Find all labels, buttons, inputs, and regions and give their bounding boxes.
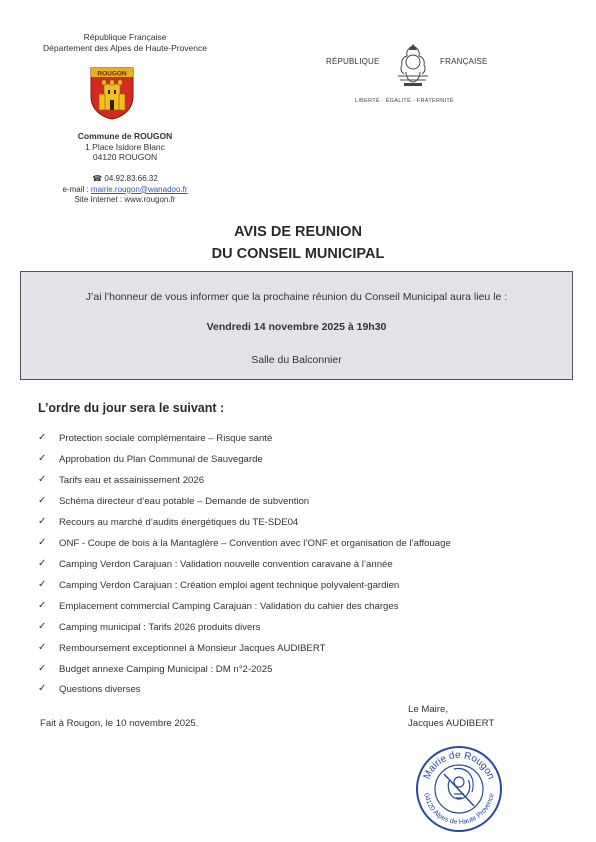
email-link[interactable]: mairie.rougon@wanadoo.fr <box>90 184 188 194</box>
check-icon: ✓ <box>38 495 47 506</box>
letterhead-left <box>20 32 230 54</box>
commune-block <box>20 131 230 163</box>
svg-text:04120 Alpes de Haute Provence: 04120 Alpes de Haute Provence <box>422 792 496 827</box>
contact-block <box>20 174 230 206</box>
check-icon: ✓ <box>38 537 47 548</box>
rf-right-word: FRANÇAISE <box>440 57 488 66</box>
website-text: Site Internet : www.rougon.fr <box>74 195 176 204</box>
check-icon: ✓ <box>38 558 47 569</box>
email-label: e-mail : <box>62 184 89 194</box>
agenda-item-text: Tarifs eau et assainissement 2026 <box>59 475 205 486</box>
signature-block <box>408 703 494 731</box>
svg-text:Mairie de Rougon: Mairie de Rougon <box>421 749 497 782</box>
check-icon: ✓ <box>38 663 47 674</box>
agenda-item-text: Schéma directeur d’eau potable – Demande de subvention <box>59 496 310 507</box>
agenda-item-text: Protection sociale complémentaire – Risque santé <box>59 433 273 444</box>
check-icon: ✓ <box>38 579 47 590</box>
rf-left-word: RÉPUBLIQUE <box>326 57 380 66</box>
phone-text: ☎ 04.92.83.66.32 <box>92 174 158 183</box>
check-icon: ✓ <box>38 432 47 443</box>
agenda-item-text: Emplacement commercial Camping Carajuan : Validation du cahier des charges <box>59 601 399 612</box>
agenda-item-text: Remboursement exceptionnel à Monsieur Jacques AUDIBERT <box>59 643 326 654</box>
mayor-role: Le Maire, <box>408 704 448 715</box>
title-line-2: DU CONSEIL MUNICIPAL <box>211 246 385 262</box>
check-icon: ✓ <box>38 621 47 632</box>
title-line-1: AVIS DE REUNION <box>234 224 362 240</box>
agenda-item-text: Camping Verdon Carajuan : Validation nouvelle convention caravane à l’année <box>59 559 393 570</box>
check-icon: ✓ <box>38 600 47 611</box>
address-line-2: 04120 ROUGON <box>92 152 158 162</box>
mairie-stamp <box>414 744 504 834</box>
check-icon: ✓ <box>38 474 47 485</box>
agenda-item-text: Budget annexe Camping Municipal : DM n°2-2025 <box>59 664 273 675</box>
check-icon: ✓ <box>38 453 47 464</box>
agenda-item-text: ONF - Coupe de bois à la Mantaglère – Convention avec l’ONF et organisation de l’affouage <box>59 538 451 549</box>
republic-text: République Française <box>83 32 167 42</box>
rougon-crest <box>87 66 137 120</box>
notice-box <box>20 271 573 380</box>
agenda-item-text: Camping municipal : Tarifs 2026 produits divers <box>59 622 261 633</box>
mayor-name: Jacques AUDIBERT <box>408 718 495 729</box>
marianne-emblem-icon <box>390 42 436 88</box>
check-icon: ✓ <box>38 683 47 694</box>
check-icon: ✓ <box>38 516 47 527</box>
department-text: Département des Alpes de Haute-Provence <box>43 43 207 53</box>
agenda-item-text: Questions diverses <box>59 684 141 695</box>
agenda-item-text: Camping Verdon Carajuan : Création emploi agent technique polyvalent-gardien <box>59 580 400 591</box>
notice-date: Vendredi 14 novembre 2025 à 19h30 <box>206 321 387 333</box>
agenda-item-text: Recours au marché d’audits énergétiques du TE-SDE04 <box>59 517 299 528</box>
rf-motto: LIBERTÉ · ÉGALITÉ · FRATERNITÉ <box>355 98 454 104</box>
notice-place: Salle du Balconnier <box>251 354 342 366</box>
date-signed: Fait à Rougon, le 10 novembre 2025. <box>40 718 199 729</box>
check-icon: ✓ <box>38 642 47 653</box>
notice-intro: J’ai l’honneur de vous informer que la prochaine réunion du Conseil Municipal aura lieu le : <box>85 291 508 303</box>
address-line-1: 1 Place Isidore Blanc <box>85 141 165 152</box>
email-line <box>20 185 230 196</box>
svg-text:ROUGON: ROUGON <box>97 70 127 78</box>
commune-name: Commune de ROUGON <box>77 131 173 141</box>
agenda-item-text: Approbation du Plan Communal de Sauvegarde <box>59 454 263 465</box>
agenda-title: L’ordre du jour sera le suivant : <box>38 401 225 415</box>
